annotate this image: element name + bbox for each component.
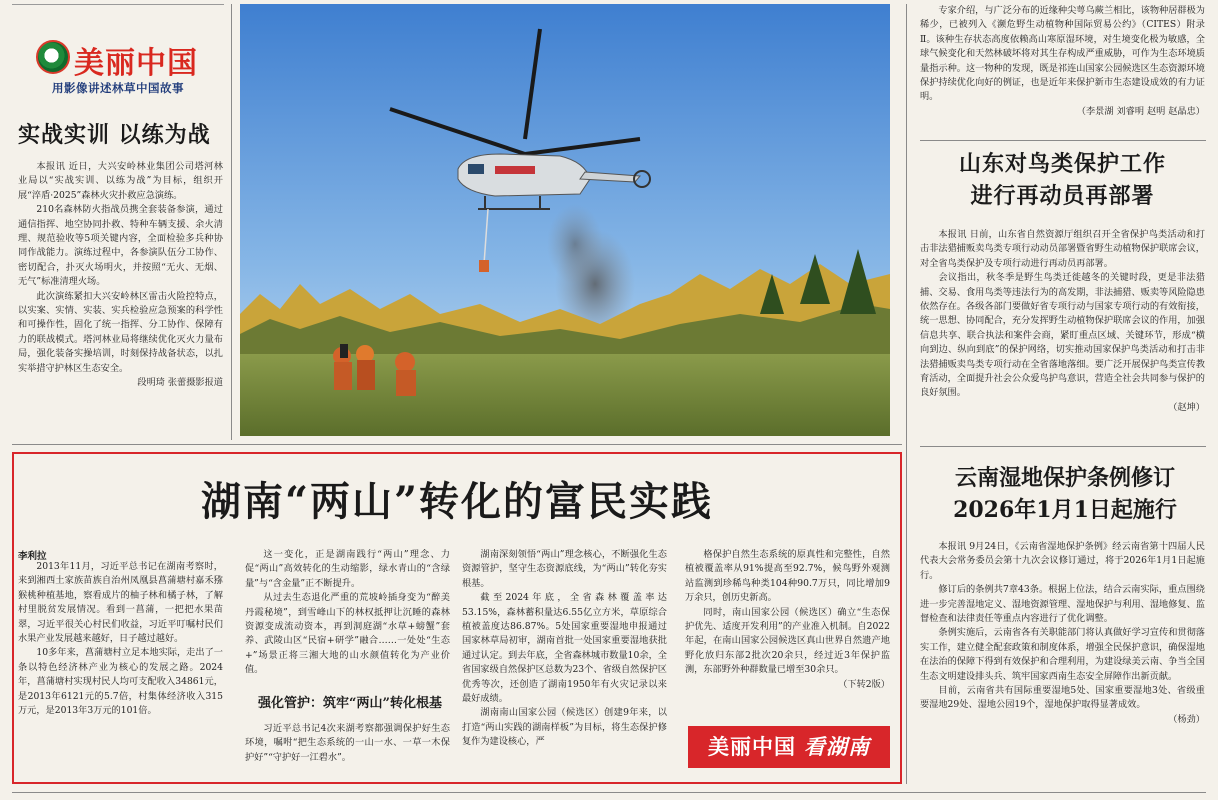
hunan-column-3 — [462, 548, 667, 750]
bottom-rule — [12, 792, 1206, 793]
yunnan-credit: （杨劲） — [1168, 713, 1205, 725]
yunnan-headline-line2: 2026年1月1日起施行 — [953, 497, 1177, 523]
helicopter-photo-art — [240, 4, 890, 436]
shandong-headline — [920, 148, 1205, 212]
hunan-paragraph: 习近平总书记4次来湖考察都强调保护好生态环境，嘱咐“把生态系统的一山一水、一草一木保护好”“守护好一江碧水”。 — [245, 723, 450, 763]
hunan-paragraph: 湖南南山国家公园（候选区）创建9年来，以打造“两山实践的湖南样板”为目标，将生态保护修复作为建设核心，严 — [462, 707, 667, 748]
divider — [920, 140, 1206, 141]
left-headline: 实战实训 以练为战 — [18, 122, 211, 148]
right-top-intro — [920, 4, 1205, 119]
shandong-article — [920, 228, 1205, 415]
hunan-paragraph: 2013年11月，习近平总书记在湖南考察时，来到湘西土家族苗族自治州凤凰县菖蒲塘村嘉禾猕猴桃种植基地，察看成片的柚子林和橘子林，了解村里脱贫发展情况。看到一菖蒲，一把把水果苗翠，习近平很关心村民们收益，习近平叮嘱村民们水果产业发展越来越好，日子越过越好。 — [18, 561, 223, 645]
yunnan-article — [920, 540, 1205, 727]
shandong-credit: （赵坤） — [1168, 401, 1205, 413]
shandong-paragraph: 本报讯 日前，山东省自然资源厅组织召开全省保护鸟类活动和打击非法猎捕贩卖鸟类专项行动动员部署暨省野生动植物保护联席会议，对全省鸟类保护及专项行动进行再动员再部署。 — [920, 229, 1205, 269]
hunan-paragraph: 截至2024年底，全省森林覆盖率达53.15%，森林蓄积量达6.55亿立方米，草原综合植被盖度达86.87%。5处国家重要湿地申报通过国家林草局初审，湖南首批一处国家重要湿地获批通过认定。到去年底，全省森林城市数量10余，全省国家级自然保护区总数为23个、省级自然保护区优秀等次，还创造了湖南1950年有火灾记录以来最好成绩。 — [462, 592, 667, 705]
hunan-paragraph: 同时，南山国家公园（候选区）确立“生态保护优先、适度开发利用”的产业准入机制。自2022年起，在南山国家公园候选区真山世界自然遗产地野化放归东部2批次20余只，经过近3年保护监测，东部野外种群数量已增至30余只。 — [685, 606, 890, 676]
yunnan-paragraph: 本报讯 9月24日，《云南省湿地保护条例》经云南省第十四届人民代表大会常务委员会第十九次会议修订通过，将于2026年1月1日起施行。 — [920, 541, 1205, 581]
beautiful-china-badge — [688, 726, 890, 768]
brand-subtitle: 用影像讲述林草中国故事 — [52, 81, 184, 95]
badge-label: 美丽中国 — [708, 735, 796, 759]
hunan-subhead: 强化管护：筑牢“两山”转化根基 — [258, 696, 442, 711]
yunnan-headline-line1: 云南湿地保护条例修订 — [954, 465, 1175, 491]
left-credit: 段明琦 张蕾摄影报道 — [137, 377, 223, 389]
divider — [231, 4, 232, 440]
brand-block — [22, 30, 222, 95]
divider — [906, 4, 907, 784]
badge-calligraphy: 看湖南 — [804, 734, 870, 759]
shandong-paragraph: 会议指出，秋冬季是野生鸟类迁徙越冬的关键时段，更是非法猎捕、交易、食用鸟类等违法行为的高发期，非法捕猎、贩卖等风险隐患依然存在。各级各部门要做好省专项行动与国家专项行动的有效衔接，统一思想、协同配合，充分发挥野生动植物保护联席会议的作用，加强信息共享、联合执法和案件会商，紧盯重点区域、关键环节，形成“横向到边、纵向到底”的保护网络，切实推动国家保护鸟类活动和打击非法猎捕贩卖鸟类专项行动在全省落地落细。要广泛开展保护鸟类宣传教育活动，全面提升社会公众爱鸟护鸟意识，营造全社会共同参与保护的良好氛围。 — [920, 272, 1205, 399]
right-top-intro-text: 专家介绍，与广泛分布的近缘种尖萼乌蕨兰相比，该物种居群极为稀少，已被列入《濒危野生动植物种国际贸易公约》（CITES）附录Ⅱ。该种生存状态高度依赖高山寒原湿环境，对生境变化极为敏感，全球气候变化和天然林破坏将对其生存构成严重威胁，可作为生态环境质量指示种。这一物种的发现，既是祁连山国家公园候选区生态资源环境保护持续优化向好的例证，也是近年来保护新市生态建设成效的有力证明。 — [920, 5, 1205, 103]
hunan-column-4 — [685, 548, 890, 692]
yunnan-paragraph: 条例实施后，云南省各有关职能部门将认真做好学习宣传和贯彻落实工作，建立健全配套政策和制度体系，增强全民保护意识，确保湿地在法治的保障下得到有效保护和合理利用，为建设绿美云南、争当全国生态文明建设排头兵、筑牢国家西南生态安全屏障作出新贡献。 — [920, 627, 1205, 682]
hunan-paragraph: 10多年来，菖蒲塘村立足本地实际，走出了一条以特色经济林产业为核心的发展之路。2024年，菖蒲塘村实现村民人均可支配收入34861元，是2013年6121元的5.7倍，村集体经济收入315万元，是2013年3万元的101倍。 — [18, 647, 223, 717]
yunnan-headline — [920, 462, 1210, 526]
hunan-paragraph: 格保护自然生态系统的原真性和完整性，自然植被覆盖率从91%提高至92.7%，候鸟野外观测站监测到珍稀鸟种类104种90.7万只，同比增加9万余只，创历史新高。 — [685, 549, 890, 604]
hunan-author: 李利拉 — [18, 551, 47, 562]
hunan-continued: （下转2版） — [838, 678, 890, 690]
yunnan-paragraph: 目前，云南省共有国际重要湿地5处、国家重要湿地3处、省级重要湿地29处、湿地公园19个，湿地保护取得显著成效。 — [920, 685, 1205, 711]
hunan-paragraph: 从过去生态退化严重的荒坡岭插身变为“醉美丹霞秘境”，到雪峰山下的林权抵押让沉睡的森林资源变成流动资本，再到洞庭湖“水草+螃蟹”套养、武陵山区“民宿+研学”融合……一处处“生态+”场景正将三湘大地的山水颜值转化为产业价值。 — [245, 592, 450, 676]
left-paragraph: 本报讯 近日，大兴安岭林业集团公司塔河林业局以“实战实训、以练为战”为目标，组织开展“淬盾·2025”森林火灾扑救应急演练。 — [18, 161, 223, 201]
hunan-paragraph: 这一变化，正是湖南践行“两山”理念、力促“两山”高效转化的生动缩影，绿水青山的“含绿量”与“含金量”正不断提升。 — [245, 549, 450, 589]
helicopter-photo — [240, 4, 890, 436]
left-article — [18, 160, 223, 391]
divider — [12, 444, 902, 445]
left-paragraph: 210名森林防火指战员携全套装备参演，通过通信指挥、地空协同扑救、特种车辆支援、余火清理、规范验收等5项关键内容，全面检验多兵种协同作战能力。演练过程中，各参演队伍分工协作、密切配合，扑灭火场明火，并按照“无火、无烟、无气”标准清理火场。 — [18, 204, 223, 288]
hunan-title: 湖南“两山”转化的富民实践 — [200, 478, 713, 525]
brand-logo-icon — [36, 40, 70, 74]
hunan-paragraph: 湖南深刻领悟“两山”理念核心，不断强化生态资源管护，坚守生态资源底线，为“两山”转化夯实根基。 — [462, 549, 667, 589]
hunan-column-2-tail — [245, 722, 450, 765]
shandong-headline-line1: 山东对鸟类保护工作 — [958, 151, 1166, 177]
shandong-headline-line2: 进行再动员再部署 — [970, 183, 1155, 209]
brand-title: 美丽中国 — [74, 46, 198, 81]
divider — [920, 446, 1206, 447]
right-top-intro-credit: （李景湖 刘睿明 赵明 赵晶忠） — [1076, 105, 1205, 117]
hunan-column-2 — [245, 548, 450, 678]
left-paragraph: 此次演练紧扣大兴安岭林区雷击火险控特点，以实案、实情、实装、实兵检验应急预案的科学性和可操作性，固化了统一指挥、分工协作、保障有力的联战模式。塔河林业局将继续优化灭火力量布局，强化装备实操培训，时刻保持战备状态，以扎实举措守护林区生态安全。 — [18, 290, 223, 374]
hunan-column-1 — [18, 560, 223, 718]
top-rule — [12, 4, 224, 5]
yunnan-paragraph: 修订后的条例共7章43条。根据上位法，结合云南实际，重点围绕进一步完善湿地定义、湿地资源管理、湿地保护与利用、湿地修复、监督检查和法律责任等重点内容进行了优化调整。 — [920, 584, 1205, 625]
